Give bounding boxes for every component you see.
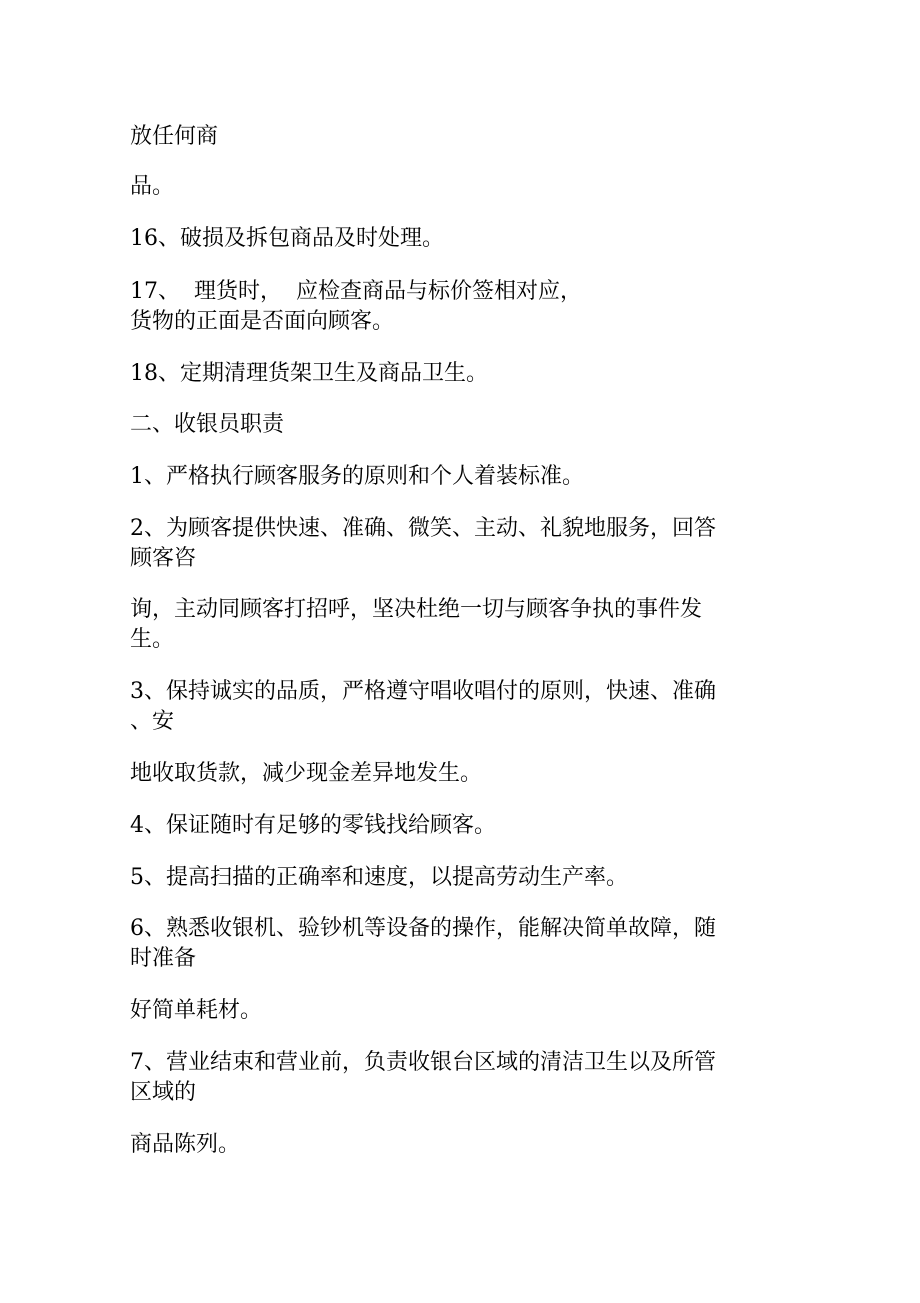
section-heading: 二、收银员职责 — [130, 412, 285, 437]
text-line: 18、定期清理货架卫生及商品卫生。 — [130, 361, 488, 386]
text-line: 地收取货款，减少现金差异地发生。 — [130, 761, 483, 786]
text-line: 、安 — [130, 709, 175, 734]
text-line: 顾客咨 — [130, 546, 197, 571]
text-line: 时准备 — [130, 946, 197, 971]
text-line: 17、 理货时， 应检查商品与标价签相对应， — [130, 279, 582, 304]
text-line: 6、熟悉收银机、验钞机等设备的操作，能解决简单故障，随 — [130, 916, 716, 941]
text-line: 5、提高扫描的正确率和速度，以提高劳动生产率。 — [130, 865, 628, 890]
text-line: 生。 — [130, 627, 175, 652]
text-line: 1、严格执行顾客服务的原则和个人着装标准。 — [130, 464, 584, 489]
text-line: 询，主动同顾客打招呼，坚决杜绝一切与顾客争执的事件发 — [130, 597, 703, 622]
text-line: 货物的正面是否面向顾客。 — [130, 309, 395, 334]
text-line: 区域的 — [130, 1080, 197, 1105]
text-line: 7、营业结束和营业前，负责收银台区域的清洁卫生以及所管 — [130, 1050, 716, 1075]
text-line: 4、保证随时有足够的零钱找给顾客。 — [130, 813, 496, 838]
text-line: 放任何商 — [130, 124, 219, 149]
text-line: 商品陈列。 — [130, 1132, 241, 1157]
text-line: 好简单耗材。 — [130, 998, 263, 1023]
text-line: 3、保持诚实的品质，严格遵守唱收唱付的原则，快速、准确 — [130, 679, 716, 704]
text-line: 16、破损及拆包商品及时处理。 — [130, 226, 444, 251]
text-line: 2、为顾客提供快速、准确、微笑、主动、礼貌地服务，回答 — [130, 516, 716, 541]
text-line: 品。 — [130, 174, 175, 199]
